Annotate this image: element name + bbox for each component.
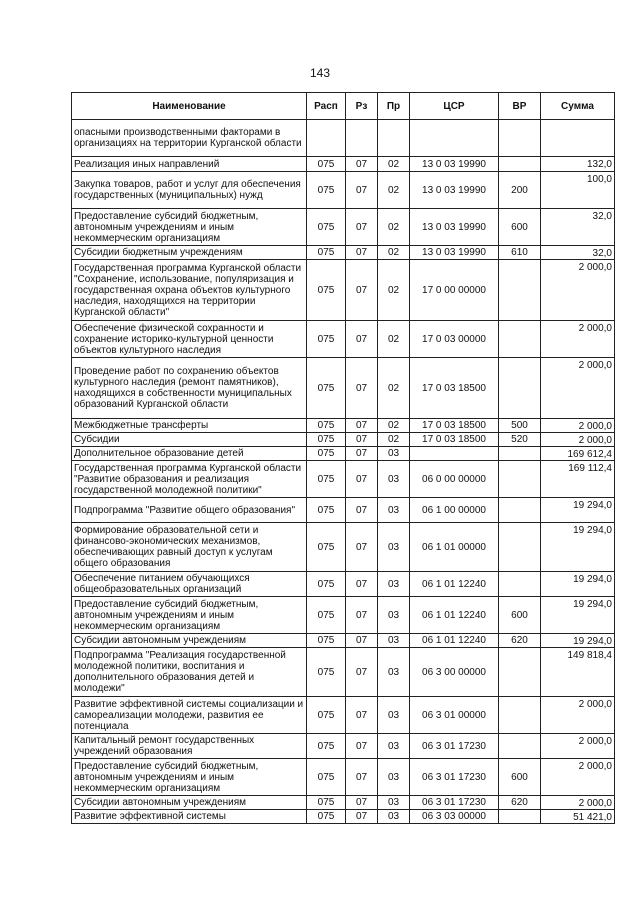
cell-pr: 02 [378, 172, 410, 209]
cell-vr: 200 [499, 172, 541, 209]
table-row [72, 157, 615, 172]
table-row [72, 447, 615, 461]
cell-rasp: 075 [307, 697, 346, 734]
cell-csr: 17 0 03 18500 [410, 419, 499, 433]
cell-rz: 07 [346, 597, 378, 634]
cell-rz: 07 [346, 172, 378, 209]
cell-pr: 03 [378, 498, 410, 523]
cell-rz: 07 [346, 498, 378, 523]
cell-vr [499, 648, 541, 697]
budget-table [71, 92, 615, 824]
cell-vr [499, 572, 541, 597]
cell-vr [499, 447, 541, 461]
table-row [72, 419, 615, 433]
cell-csr: 13 0 03 19990 [410, 246, 499, 260]
cell-name: Обеспечение физической сохранности и сохранение историко-культурной ценности объектов культурного наследия [72, 321, 307, 358]
cell-rz [346, 120, 378, 157]
table-row [72, 759, 615, 796]
table-row [72, 461, 615, 498]
page-number: 143 [309, 66, 331, 80]
cell-rasp: 075 [307, 157, 346, 172]
table-row [72, 260, 615, 321]
cell-name: Проведение работ по сохранению объектов культурного наследия (ремонт памятников), находящихся в собственности муниципальных образований Курганской области [72, 358, 307, 419]
cell-name: Закупка товаров, работ и услуг для обеспечения государственных (муниципальных) нужд [72, 172, 307, 209]
cell-rasp: 075 [307, 523, 346, 572]
cell-vr [499, 120, 541, 157]
cell-rz: 07 [346, 796, 378, 810]
cell-rasp: 075 [307, 321, 346, 358]
table-row [72, 597, 615, 634]
cell-vr [499, 157, 541, 172]
header-vr: ВР [499, 93, 541, 120]
table-row [72, 634, 615, 648]
cell-rz: 07 [346, 246, 378, 260]
cell-csr: 06 1 01 12240 [410, 597, 499, 634]
cell-rz: 07 [346, 260, 378, 321]
cell-rasp: 075 [307, 648, 346, 697]
cell-vr: 500 [499, 419, 541, 433]
table-row [72, 433, 615, 447]
cell-rasp: 075 [307, 572, 346, 597]
table-row [72, 120, 615, 157]
cell-pr: 03 [378, 597, 410, 634]
cell-csr: 06 3 01 17230 [410, 759, 499, 796]
table-row [72, 358, 615, 419]
cell-sum: 19 294,0 [541, 523, 615, 572]
header-rasp: Расп [307, 93, 346, 120]
cell-vr [499, 697, 541, 734]
cell-csr: 17 0 00 00000 [410, 260, 499, 321]
cell-name: Предоставление субсидий бюджетным, автономным учреждениям и иным некоммерческим организациям [72, 759, 307, 796]
table-row [72, 697, 615, 734]
cell-vr [499, 523, 541, 572]
cell-name: опасными производственными факторами в организациях на территории Курганской области [72, 120, 307, 157]
cell-sum: 2 000,0 [541, 321, 615, 358]
cell-name: Формирование образовательной сети и финансово-экономических механизмов, обеспечивающих равный доступ к услугам общего образования [72, 523, 307, 572]
cell-rz: 07 [346, 419, 378, 433]
cell-pr: 03 [378, 734, 410, 759]
cell-csr [410, 447, 499, 461]
cell-sum: 100,0 [541, 172, 615, 209]
table-row [72, 246, 615, 260]
cell-sum: 132,0 [541, 157, 615, 172]
cell-name: Субсидии автономным учреждениям [72, 796, 307, 810]
cell-csr: 06 1 01 12240 [410, 572, 499, 597]
cell-sum: 2 000,0 [541, 433, 615, 447]
cell-name: Развитие эффективной системы социализации и самореализации молодежи, развития ее потенциала [72, 697, 307, 734]
cell-vr [499, 498, 541, 523]
header-csr: ЦСР [410, 93, 499, 120]
cell-vr: 520 [499, 433, 541, 447]
cell-sum: 2 000,0 [541, 759, 615, 796]
cell-rz: 07 [346, 734, 378, 759]
cell-rz: 07 [346, 461, 378, 498]
table-row [72, 734, 615, 759]
cell-name: Подпрограмма "Реализация государственной молодежной политики, воспитания и дополнительного образования детей и молодежи" [72, 648, 307, 697]
cell-rasp: 075 [307, 759, 346, 796]
cell-rasp: 075 [307, 433, 346, 447]
cell-name: Развитие эффективной системы [72, 810, 307, 824]
cell-csr: 06 1 01 00000 [410, 523, 499, 572]
cell-rasp: 075 [307, 498, 346, 523]
cell-pr: 03 [378, 697, 410, 734]
cell-csr: 13 0 03 19990 [410, 172, 499, 209]
cell-sum: 169 612,4 [541, 447, 615, 461]
cell-csr [410, 120, 499, 157]
cell-sum: 2 000,0 [541, 734, 615, 759]
cell-rasp: 075 [307, 172, 346, 209]
cell-rz: 07 [346, 209, 378, 246]
cell-pr: 02 [378, 260, 410, 321]
table-row [72, 321, 615, 358]
cell-pr: 03 [378, 648, 410, 697]
cell-sum: 19 294,0 [541, 498, 615, 523]
cell-csr: 06 1 01 12240 [410, 634, 499, 648]
cell-pr: 02 [378, 157, 410, 172]
cell-sum: 2 000,0 [541, 358, 615, 419]
cell-name: Подпрограмма "Развитие общего образования" [72, 498, 307, 523]
cell-sum: 2 000,0 [541, 796, 615, 810]
cell-rasp: 075 [307, 419, 346, 433]
table-row [72, 810, 615, 824]
cell-pr: 02 [378, 209, 410, 246]
cell-sum: 19 294,0 [541, 597, 615, 634]
cell-csr: 06 3 03 00000 [410, 810, 499, 824]
cell-rz: 07 [346, 759, 378, 796]
cell-csr: 17 0 03 00000 [410, 321, 499, 358]
cell-rasp: 075 [307, 734, 346, 759]
cell-vr: 600 [499, 759, 541, 796]
table-row [72, 796, 615, 810]
cell-vr [499, 810, 541, 824]
cell-vr: 620 [499, 796, 541, 810]
cell-sum: 32,0 [541, 246, 615, 260]
table-row [72, 572, 615, 597]
cell-rz: 07 [346, 810, 378, 824]
cell-rz: 07 [346, 634, 378, 648]
table-row [72, 209, 615, 246]
cell-csr: 06 3 01 17230 [410, 796, 499, 810]
cell-sum: 149 818,4 [541, 648, 615, 697]
cell-rz: 07 [346, 157, 378, 172]
table-row [72, 498, 615, 523]
cell-vr [499, 358, 541, 419]
header-rz: Рз [346, 93, 378, 120]
cell-rasp: 075 [307, 461, 346, 498]
cell-vr: 600 [499, 209, 541, 246]
cell-name: Государственная программа Курганской области "Развитие образования и реализация государственной молодежной политики" [72, 461, 307, 498]
cell-name: Межбюджетные трансферты [72, 419, 307, 433]
cell-pr: 03 [378, 759, 410, 796]
header-row [72, 93, 615, 120]
cell-csr: 06 3 01 00000 [410, 697, 499, 734]
cell-vr: 600 [499, 597, 541, 634]
cell-rasp: 075 [307, 246, 346, 260]
cell-pr: 03 [378, 461, 410, 498]
cell-pr: 03 [378, 634, 410, 648]
cell-csr: 17 0 03 18500 [410, 433, 499, 447]
table-row [72, 523, 615, 572]
cell-rasp: 075 [307, 358, 346, 419]
cell-sum: 32,0 [541, 209, 615, 246]
cell-name: Субсидии [72, 433, 307, 447]
table-row [72, 172, 615, 209]
cell-sum [541, 120, 615, 157]
cell-rasp: 075 [307, 447, 346, 461]
cell-name: Субсидии автономным учреждениям [72, 634, 307, 648]
cell-name: Субсидии бюджетным учреждениям [72, 246, 307, 260]
cell-pr: 03 [378, 796, 410, 810]
cell-pr: 02 [378, 321, 410, 358]
header-pr: Пр [378, 93, 410, 120]
cell-vr [499, 461, 541, 498]
cell-rasp: 075 [307, 597, 346, 634]
cell-name: Реализация иных направлений [72, 157, 307, 172]
table-row [72, 648, 615, 697]
cell-name: Дополнительное образование детей [72, 447, 307, 461]
cell-name: Обеспечение питанием обучающихся общеобразовательных организаций [72, 572, 307, 597]
cell-pr: 02 [378, 419, 410, 433]
header-sum: Сумма [541, 93, 615, 120]
cell-rz: 07 [346, 358, 378, 419]
cell-rasp: 075 [307, 810, 346, 824]
cell-vr [499, 260, 541, 321]
cell-rz: 07 [346, 523, 378, 572]
cell-rz: 07 [346, 433, 378, 447]
cell-pr [378, 120, 410, 157]
cell-name: Капитальный ремонт государственных учреждений образования [72, 734, 307, 759]
cell-sum: 169 112,4 [541, 461, 615, 498]
cell-vr: 620 [499, 634, 541, 648]
cell-csr: 17 0 03 18500 [410, 358, 499, 419]
cell-csr: 13 0 03 19990 [410, 157, 499, 172]
cell-name: Государственная программа Курганской области "Сохранение, использование, популяризация и государственная охрана объектов культурного наследия, находящихся на территории Курганской области" [72, 260, 307, 321]
cell-csr: 13 0 03 19990 [410, 209, 499, 246]
cell-sum: 51 421,0 [541, 810, 615, 824]
cell-vr [499, 321, 541, 358]
cell-rasp: 075 [307, 260, 346, 321]
cell-pr: 02 [378, 246, 410, 260]
cell-pr: 02 [378, 433, 410, 447]
cell-csr: 06 0 00 00000 [410, 461, 499, 498]
cell-sum: 2 000,0 [541, 260, 615, 321]
cell-sum: 2 000,0 [541, 419, 615, 433]
cell-pr: 03 [378, 447, 410, 461]
cell-name: Предоставление субсидий бюджетным, автономным учреждениям и иным некоммерческим организациям [72, 597, 307, 634]
cell-pr: 03 [378, 523, 410, 572]
cell-rz: 07 [346, 572, 378, 597]
cell-csr: 06 3 00 00000 [410, 648, 499, 697]
cell-sum: 19 294,0 [541, 634, 615, 648]
cell-rasp: 075 [307, 209, 346, 246]
cell-csr: 06 1 00 00000 [410, 498, 499, 523]
cell-pr: 02 [378, 358, 410, 419]
cell-pr: 03 [378, 810, 410, 824]
cell-rasp [307, 120, 346, 157]
cell-rasp: 075 [307, 634, 346, 648]
cell-vr [499, 734, 541, 759]
cell-rz: 07 [346, 447, 378, 461]
cell-sum: 19 294,0 [541, 572, 615, 597]
cell-csr: 06 3 01 17230 [410, 734, 499, 759]
cell-rasp: 075 [307, 796, 346, 810]
cell-pr: 03 [378, 572, 410, 597]
header-name: Наименование [72, 93, 307, 120]
cell-rz: 07 [346, 321, 378, 358]
cell-name: Предоставление субсидий бюджетным, автономным учреждениям и иным некоммерческим организациям [72, 209, 307, 246]
cell-rz: 07 [346, 697, 378, 734]
cell-sum: 2 000,0 [541, 697, 615, 734]
cell-vr: 610 [499, 246, 541, 260]
cell-rz: 07 [346, 648, 378, 697]
